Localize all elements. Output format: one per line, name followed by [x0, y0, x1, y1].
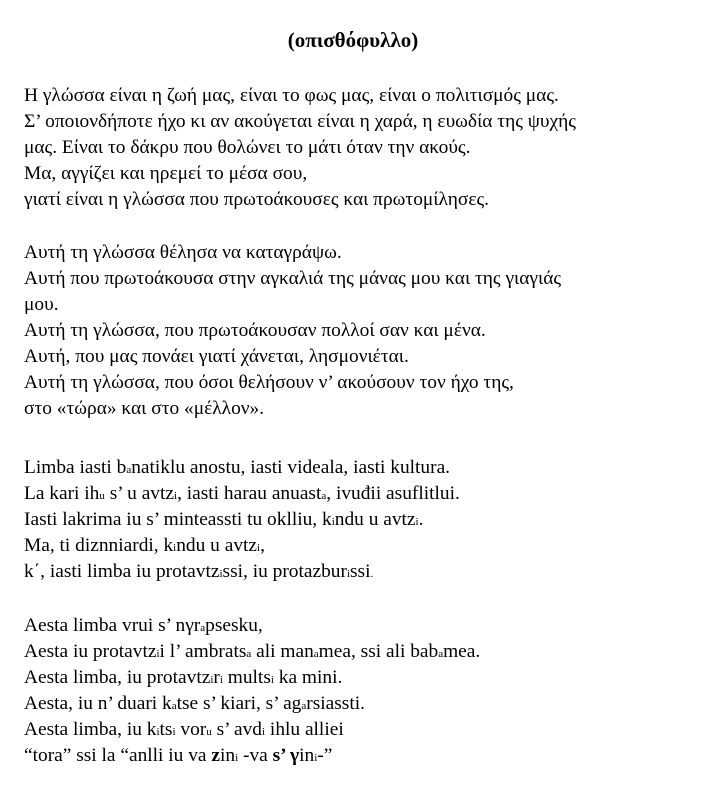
text-line: μας. Είναι το δάκρυ που θολώνει το μάτι όταν την ακούς. — [24, 137, 471, 158]
text-line: Αυτή, που μας πονάει γιατί χάνεται, λησμονιέται. — [24, 346, 409, 367]
text-line: στο «τώρα» και στο «μέλλον». — [24, 398, 265, 419]
text-line: Aesta limba, iu kitsi voru s’ avdi ihlu alliei — [24, 719, 344, 740]
text-line: γιατί είναι η γλώσσα που πρωτοάκουσες και πρωτομίλησες. — [24, 189, 490, 210]
text-line: Aesta iu protavtzii l’ ambratsa ali manamea, ssi ali babamea. — [24, 641, 481, 662]
text-line: Ma, ti diznniardi, kindu u avtzi, — [24, 535, 265, 556]
text-line: Μα, αγγίζει και ηρεμεί το μέσα σου, — [24, 163, 308, 184]
text-line: Limba iasti banatiklu anostu, iasti videala, iasti kultura. — [24, 457, 451, 478]
greek-stanza-1 — [24, 83, 696, 213]
text-line: Σ’ οποιονδήποτε ήχο κι αν ακούγεται είναι η χαρά, η ευωδία της ψυχής — [24, 111, 576, 132]
text-line: Η γλώσσα είναι η ζωή μας, είναι το φως μας, είναι ο πολιτισμός μας. — [24, 85, 559, 106]
text-line: La kari ihu s’ u avtzi, iasti harau anuasta, ivuđii asuflitlui. — [24, 483, 460, 504]
text-line: Aesta, iu n’ duari katse s’ kiari, s’ agarsiassti. — [24, 693, 365, 714]
text-line: “tora” ssi la “anlli iu va zini -va s’ γini-” — [24, 745, 333, 766]
text-line: Iasti lakrima iu s’ minteassti tu oklliu, kindu u avtzi. — [24, 509, 424, 530]
text-line: Aesta limba vrui s’ nγrapsesku, — [24, 615, 263, 636]
text-line: k΄, iasti limba iu protavtzissi, iu protazburissi. — [24, 561, 374, 582]
text-line: Αυτή που πρωτοάκουσα στην αγκαλιά της μάνας μου και της γιαγιάς — [24, 268, 562, 289]
text-line: μου. — [24, 294, 59, 315]
text-line: Αυτή τη γλώσσα, που πρωτοάκουσαν πολλοί σαν και μένα. — [24, 320, 486, 341]
text-line: Αυτή τη γλώσσα θέλησα να καταγράψω. — [24, 242, 342, 263]
aromanian-stanza-1 — [24, 455, 696, 585]
page-title: (οπισθόφυλλο) — [287, 28, 419, 52]
text-line: Aesta limba, iu protavtziri multsi ka mini. — [24, 667, 343, 688]
text-line: Αυτή τη γλώσσα, που όσοι θελήσουν ν’ ακούσουν τον ήχο της, — [24, 372, 514, 393]
aromanian-stanza-2 — [24, 613, 696, 769]
greek-stanza-2 — [24, 240, 696, 422]
